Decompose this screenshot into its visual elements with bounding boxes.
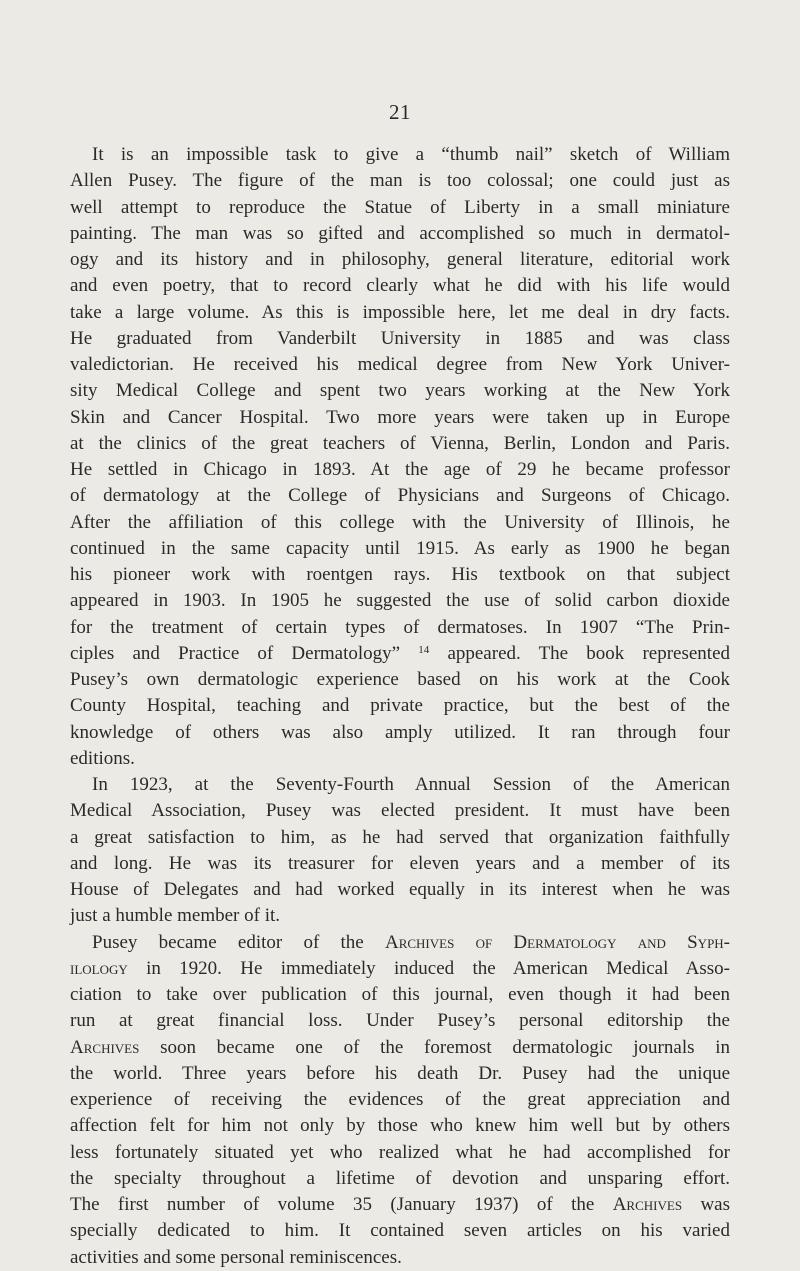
text-line: take a large volume. As this is impossible here, let me deal in dry facts. [70, 301, 730, 323]
text-segment: The first number of volume 35 (January 1937) of the [70, 1194, 613, 1215]
text-line: experience of receiving the evidences of the great appreciation and [70, 1089, 730, 1110]
text-line: After the affiliation of this college with the University of Illinois, he [70, 511, 730, 533]
text-line: painting. The man was so gifted and accomplished so much in dermatol- [70, 222, 730, 244]
text-line: Pusey’s own dermatologic experience based on his work at the Cook [70, 669, 730, 690]
page-number: 21 [389, 100, 411, 124]
paragraph-3 [70, 930, 730, 1271]
text-line: Allen Pusey. The figure of the man is too colossal; one could just as [70, 170, 730, 192]
text-line: ciation to take over publication of this journal, even though it had been [70, 984, 730, 1005]
text-line: just a humble member of it. [70, 905, 281, 927]
text-line: his pioneer work with roentgen rays. His textbook on that subject [70, 564, 730, 585]
text-line-with-footnote [70, 641, 730, 667]
text-line: the world. Three years before his death Dr. Pusey had the unique [70, 1062, 730, 1084]
paragraph-2 [70, 772, 730, 930]
text-line: sity Medical College and spent two years working at the New York [70, 380, 730, 402]
text-line: well attempt to reproduce the Statue of Liberty in a small miniature [70, 196, 730, 218]
text-line: In 1923, at the Seventy-Fourth Annual Session of the American [92, 774, 730, 795]
text-line: Medical Association, Pusey was elected president. It must have been [70, 800, 730, 822]
text-line: continued in the same capacity until 1915. As early as 1900 he began [70, 537, 730, 559]
text-segment: was [682, 1194, 730, 1215]
text-line: run at great financial loss. Under Pusey’s personal editorship the [70, 1010, 730, 1032]
text-line: a great satisfaction to him, as he had served that organization faithfully [70, 826, 730, 848]
text-line: activities and some personal reminiscences. [70, 1246, 402, 1268]
text-line: at the clinics of the great teachers of Vienna, Berlin, London and Paris. [70, 432, 730, 454]
journal-short-title: Archives [612, 1194, 683, 1215]
text-line: of dermatology at the College of Physicians and Surgeons of Chicago. [70, 485, 730, 507]
text-segment: Pusey became editor of the [92, 931, 385, 953]
text-line: and long. He was its treasurer for eleven years and a member of its [70, 852, 730, 874]
text-line: Skin and Cancer Hospital. Two more years were taken up in Europe [70, 406, 730, 428]
text-line: affection felt for him not only by those who knew him well but by others [70, 1115, 730, 1137]
text-segment: ciples and Practice of Dermatology” [70, 642, 401, 664]
text-line: He graduated from Vanderbilt University in 1885 and was class [70, 327, 730, 349]
paragraph-1 [70, 142, 730, 772]
text-line [70, 956, 730, 982]
text-line: and even poetry, that to record clearly what he did with his life would [70, 275, 730, 297]
text-line: editions. [70, 747, 135, 769]
text-segment: appeared. The book represented [429, 642, 730, 664]
text-line: valedictorian. He received his medical degree from New York Univer- [70, 354, 730, 375]
text-line [70, 930, 730, 956]
text-segment: in 1920. He immediately induced the American Medical Asso- [127, 957, 730, 979]
body-text [70, 142, 730, 1271]
text-line: the specialty throughout a lifetime of devotion and unsparing effort. [70, 1167, 730, 1189]
text-line: less fortunately situated yet who realized what he had accomplished for [70, 1141, 730, 1163]
journal-short-title: Archives [70, 1036, 140, 1058]
text-line: knowledge of others was also amply utilized. It ran through four [70, 721, 730, 743]
text-line: ogy and its history and in philosophy, general literature, editorial work [70, 249, 730, 270]
footnote-reference: 14 [418, 643, 430, 656]
journal-title-continued: ilology [70, 957, 128, 979]
text-line: appeared in 1903. In 1905 he suggested the use of solid carbon dioxide [70, 590, 730, 612]
text-line [70, 1192, 730, 1218]
journal-title: Archives of Dermatology and Syph- [384, 931, 731, 953]
text-line: specially dedicated to him. It contained seven articles on his varied [70, 1220, 730, 1242]
text-line: He settled in Chicago in 1893. At the age of 29 he became professor [70, 459, 730, 480]
text-line: House of Delegates and had worked equally in its interest when he was [70, 879, 730, 900]
text-line: County Hospital, teaching and private practice, but the best of the [70, 695, 730, 717]
text-line [70, 1035, 730, 1061]
text-line: for the treatment of certain types of dermatoses. In 1907 “The Prin- [70, 616, 730, 638]
text-line: It is an impossible task to give a “thumb nail” sketch of William [92, 144, 730, 165]
text-segment: soon became one of the foremost dermatologic journals in [139, 1036, 730, 1058]
